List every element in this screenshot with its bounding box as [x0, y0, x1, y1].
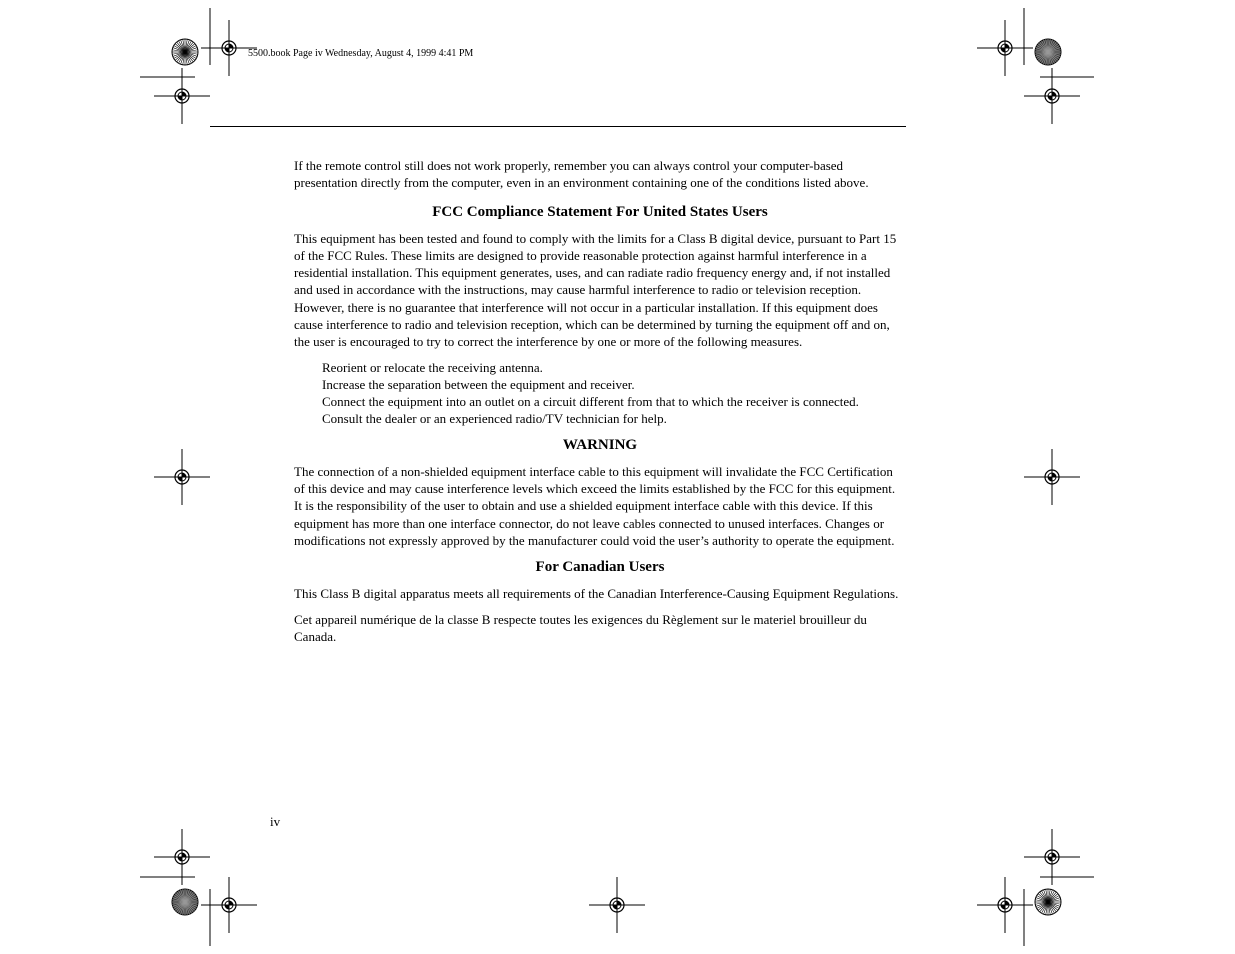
registration-mark-icon: [201, 877, 257, 933]
registration-mark-icon: [589, 877, 645, 933]
fcc-heading: FCC Compliance Statement For United States Users: [432, 204, 768, 221]
registration-mark-icon: [154, 68, 210, 124]
registration-mark-icon: [977, 877, 1033, 933]
color-wheel-icon: [172, 889, 198, 915]
color-wheel-icon: [1035, 889, 1061, 915]
canada-paragraph-en: This Class B digital apparatus meets all requirements of the Canadian Interference-Causing Equipment Regulations.: [294, 585, 899, 601]
color-wheel-icon: [172, 39, 198, 65]
fcc-paragraph: This equipment has been tested and found to comply with the limits for a Class B digital device, pursuant to Part 15 of the FCC Rules. These limits are designed to provide reasonable protection against harmful interference in a residential installation. This equipment generates, uses, and can radiate radio frequency energy and, if not installed and used in accordance with the instructions, may cause harmful interference to radio or television reception. However, there is no guarantee that interference will not occur in a particular installation. If this equipment does cause interference to radio and television reception, which can be determined by turning the equipment off and on, the user is encouraged to try to correct the interference by one or more of the following measures.: [294, 231, 897, 349]
list-item: Reorient or relocate the receiving antenna.: [322, 359, 543, 375]
running-head: 5500.book Page iv Wednesday, August 4, 1999 4:41 PM: [248, 48, 474, 59]
color-wheel-icon: [1035, 39, 1061, 65]
warning-paragraph: The connection of a non-shielded equipment interface cable to this equipment will invalidate the FCC Certification of this device and may cause interference levels which exceed the limits established by the FCC for this equipment. It is the responsibility of the user to obtain and use a shielded equipment interface cable with this device. If this equipment has more than one interface connector, do not leave cables connected to unused interfaces. Changes or modifications not expressly approved by the manufacturer could void the user’s authority to operate the equipment.: [294, 464, 896, 548]
page-number: iv: [270, 814, 281, 829]
canada-heading: For Canadian Users: [535, 558, 665, 575]
registration-mark-icon: [1024, 449, 1080, 505]
list-item: Increase the separation between the equipment and receiver.: [322, 376, 635, 392]
header-rule: [210, 126, 906, 127]
list-item: Connect the equipment into an outlet on a circuit different from that to which the receiver is connected.: [322, 394, 859, 410]
registration-mark-icon: [154, 449, 210, 505]
registration-mark-icon: [977, 20, 1033, 76]
warning-heading: WARNING: [562, 437, 638, 454]
registration-mark-icon: [1024, 68, 1080, 124]
intro-paragraph: If the remote control still does not work properly, remember you can always control your computer-based presentation directly from the computer, even in an environment containing one of the conditions listed above.: [294, 158, 869, 191]
page-content: [294, 157, 906, 654]
canada-paragraph-fr: Cet appareil numérique de la classe B respecte toutes les exigences du Règlement sur le materiel brouilleur du Canada.: [294, 611, 867, 644]
fcc-measures-list: [294, 359, 906, 427]
list-item: Consult the dealer or an experienced radio/TV technician for help.: [322, 411, 667, 427]
